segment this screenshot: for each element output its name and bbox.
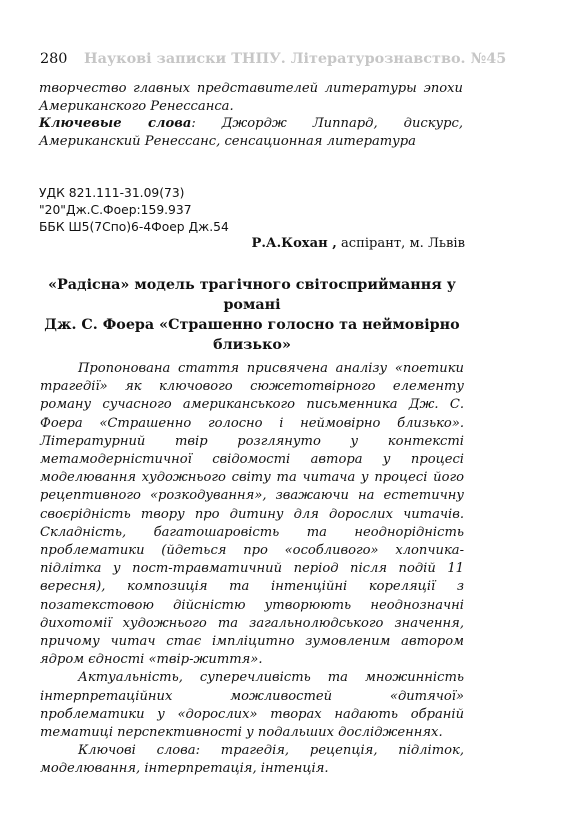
article-title: [40, 275, 464, 355]
classification-codes: [39, 185, 229, 236]
keywords-text: : Джордж Липпард, дискурс, Американский Ренессанс, сенсационная литература: [39, 116, 464, 149]
title-line-2: Дж. С. Фоера «Страшенно голосно та неймовірно: [44, 317, 460, 333]
previous-article-summary: [39, 80, 463, 150]
abstract-paragraph-1: Пропонована стаття присвячена аналізу «поетики трагедії» як ключового сюжетотвірного елементу роману сучасного американського письменника Дж. С. Фоера «Страшенно голосно і неймовірно близько». Літературний твір розглянуто у контексті метамодерністичної свідомості автора у процесі моделювання художнього світу та читача у процесі його рецептивного «розкодування», зважаючи на естетичну своєрідність твору про дитину для дорослих читачів. Складність, багатошаровість та неоднорідність проблематики (йдеться про «особливого» хлопчика-підлітка у пост-травматичний період після подій 11 вересня), композиція та інтенційні кореляції з позатекстовою дійсністю утворюють неоднозначні дихотомії художнього та загальнолюдського значення, причому читач стає імпліцитно зумовленим автором ядром єдності «твір-життя».: [40, 361, 464, 668]
secondary-code: "20"Дж.С.Фоер:159.937: [39, 203, 192, 217]
author-affiliation: аспірант, м. Львів: [336, 236, 465, 251]
title-line-3: близько»: [213, 337, 291, 353]
title-line-1: «Радісна» модель трагічного світосприймання у романі: [48, 277, 456, 313]
author-name: Р.А.Кохан ,: [251, 236, 337, 251]
running-header: [40, 50, 550, 67]
bbk-code: ББК Ш5(7Спо)6-4Фоер Дж.54: [39, 220, 229, 234]
author-line: [252, 236, 465, 251]
abstract: [40, 360, 464, 779]
keywords-label: Ключевые слова: [39, 116, 192, 131]
page-number: 280: [40, 51, 68, 67]
previous-summary-tail: творчество главных представителей литературы эпохи Американского Ренессанса.: [39, 81, 463, 114]
journal-title: Наукові записки ТНПУ. Літературознавство. №45: [84, 50, 507, 67]
abstract-keywords: Ключові слова: трагедія, рецепція, підліток, моделювання, інтерпретація, інтенція.: [40, 743, 464, 777]
abstract-paragraph-2: Актуальність, суперечливість та множинність інтерпретаційних можливостей «дитячої» проблематики у «дорослих» творах надають обраній тематиці перспективності у подальших дослідженнях.: [40, 670, 464, 741]
udc-code: УДК 821.111-31.09(73): [39, 186, 185, 200]
previous-keywords: [39, 115, 463, 150]
